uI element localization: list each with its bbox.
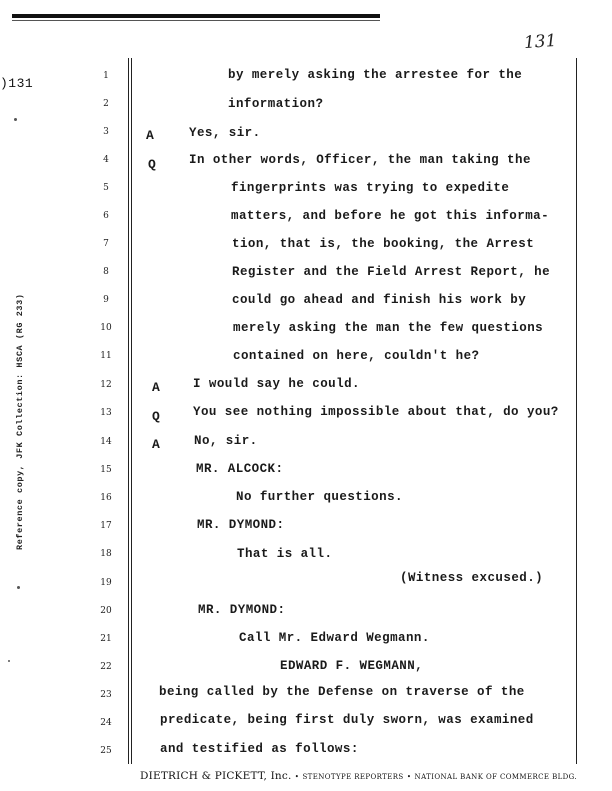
transcript-line: tion, that is, the booking, the Arrest bbox=[232, 237, 535, 251]
footer-separator: • bbox=[294, 773, 300, 781]
top-rule-thin bbox=[12, 20, 380, 21]
speaker-marker: A bbox=[152, 380, 160, 395]
left-margin-rule bbox=[128, 58, 129, 764]
transcript-line: Yes, sir. bbox=[189, 126, 261, 140]
transcript-line: by merely asking the arrestee for the bbox=[228, 68, 523, 82]
speaker-label: MR. DYMOND: bbox=[198, 603, 286, 617]
parenthetical-note: (Witness excused.) bbox=[400, 571, 544, 585]
firm-role: STENOTYPE REPORTERS bbox=[302, 773, 404, 781]
line-number: 15 bbox=[100, 465, 112, 475]
transcript-line: That is all. bbox=[237, 547, 333, 561]
footer-separator: • bbox=[406, 773, 412, 781]
transcript-line: matters, and before he got this informa- bbox=[231, 209, 550, 223]
archive-side-note: Reference copy, JFK Collection: HSCA (RG 233) bbox=[15, 293, 25, 550]
transcript-line: could go ahead and finish his work by bbox=[232, 293, 527, 307]
scan-speck bbox=[14, 118, 17, 121]
line-number: 16 bbox=[100, 493, 112, 503]
line-number: 6 bbox=[103, 211, 109, 221]
line-number: 4 bbox=[103, 155, 109, 165]
line-number: 8 bbox=[103, 267, 109, 277]
transcript-line: No further questions. bbox=[236, 490, 403, 504]
line-number: 22 bbox=[100, 662, 112, 672]
left-margin-rule-inner bbox=[131, 58, 132, 764]
transcript-line: fingerprints was trying to expedite bbox=[231, 181, 510, 195]
transcript-line: information? bbox=[228, 97, 324, 111]
line-number: 9 bbox=[103, 295, 109, 305]
line-number: 14 bbox=[100, 437, 112, 447]
line-number: 23 bbox=[100, 690, 112, 700]
transcript-line: and testified as follows: bbox=[160, 742, 359, 756]
line-number: 13 bbox=[100, 408, 112, 418]
line-number: 2 bbox=[103, 99, 109, 109]
handwritten-page-number: 131 bbox=[523, 30, 558, 54]
firm-name: DIETRICH & PICKETT, Inc. bbox=[140, 770, 292, 782]
speaker-marker: Q bbox=[148, 157, 156, 172]
line-number: 19 bbox=[100, 578, 112, 588]
top-rule bbox=[12, 14, 380, 18]
reporter-footer bbox=[140, 770, 577, 782]
transcript-line: contained on here, couldn't he? bbox=[233, 349, 480, 363]
bates-number: )131 bbox=[0, 76, 34, 91]
transcript-line: You see nothing impossible about that, do you? bbox=[193, 405, 559, 419]
line-number: 10 bbox=[100, 323, 112, 333]
line-number: 20 bbox=[100, 606, 112, 616]
scan-speck bbox=[17, 586, 20, 589]
speaker-marker: A bbox=[146, 128, 154, 143]
line-number: 7 bbox=[103, 239, 109, 249]
transcript-line: No, sir. bbox=[194, 434, 258, 448]
line-number: 24 bbox=[100, 718, 112, 728]
transcript-line: In other words, Officer, the man taking the bbox=[189, 153, 531, 167]
right-margin-rule bbox=[576, 58, 577, 764]
speaker-label: MR. DYMOND: bbox=[197, 518, 285, 532]
speaker-marker: A bbox=[152, 437, 160, 452]
line-number: 17 bbox=[100, 521, 112, 531]
transcript-line: predicate, being first duly sworn, was examined bbox=[160, 713, 534, 727]
line-number: 5 bbox=[103, 183, 109, 193]
line-number: 1 bbox=[103, 71, 109, 81]
witness-heading: EDWARD F. WEGMANN, bbox=[280, 659, 424, 673]
firm-address: NATIONAL BANK OF COMMERCE BLDG. bbox=[414, 773, 578, 781]
transcript-line: being called by the Defense on traverse of the bbox=[159, 685, 525, 699]
transcript-line: I would say he could. bbox=[193, 377, 360, 391]
line-number: 3 bbox=[103, 127, 109, 137]
line-number: 25 bbox=[100, 746, 112, 756]
line-number: 18 bbox=[100, 549, 112, 559]
speaker-label: MR. ALCOCK: bbox=[196, 462, 284, 476]
line-number: 11 bbox=[100, 351, 112, 361]
speaker-marker: Q bbox=[152, 409, 160, 424]
transcript-line: Call Mr. Edward Wegmann. bbox=[239, 631, 430, 645]
line-number: 12 bbox=[100, 380, 112, 390]
transcript-line: merely asking the man the few questions bbox=[233, 321, 544, 335]
line-number: 21 bbox=[100, 634, 112, 644]
transcript-line: Register and the Field Arrest Report, he bbox=[232, 265, 551, 279]
scan-speck bbox=[8, 660, 10, 662]
